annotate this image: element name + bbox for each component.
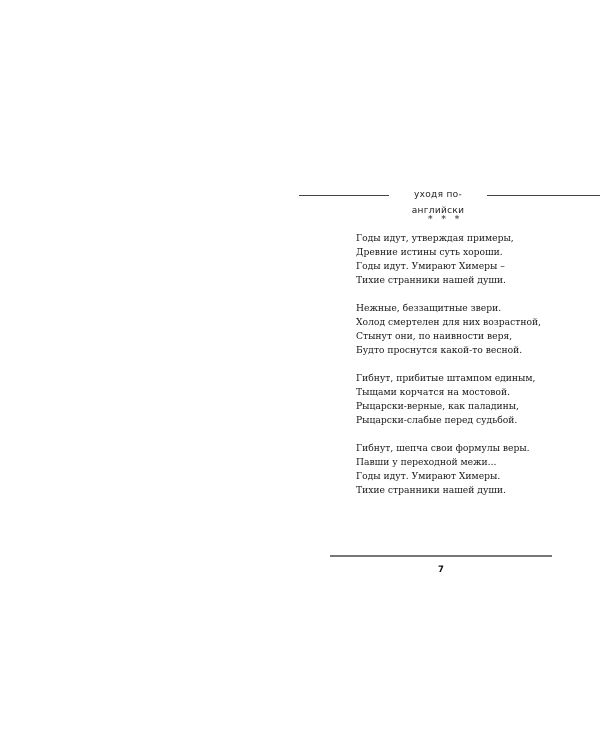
- poem: [356, 232, 541, 512]
- poem-line: Тыщами корчатся на мостовой.: [356, 387, 511, 398]
- poem-line: Древние истины суть хороши.: [356, 247, 503, 258]
- running-head: уходя по-английски: [411, 190, 465, 216]
- poem-line: Стынут они, по наивности веря,: [356, 331, 513, 342]
- poem-line: Тихие странники нашей души.: [356, 485, 506, 496]
- poem-line: Холод смертелен для них возрастной,: [356, 317, 542, 328]
- page-number: 7: [438, 565, 444, 575]
- poem-line: Нежные, беззащитные звери.: [356, 303, 502, 314]
- header-rule-right: [487, 195, 600, 196]
- section-asterism: * * *: [428, 215, 463, 225]
- stanza: [356, 372, 541, 428]
- poem-line: Рыцарски-слабые перед судьбой.: [356, 415, 518, 426]
- header-rule-left: [299, 195, 389, 196]
- poem-line: Павши у переходной межи...: [356, 457, 497, 468]
- poem-line: Рыцарски-верные, как паладины,: [356, 401, 520, 412]
- stanza: [356, 442, 541, 498]
- poem-line: Тихие странники нашей души.: [356, 275, 506, 286]
- poem-line: Гибнут, шепча свои формулы веры.: [356, 443, 530, 454]
- poem-line: Годы идут. Умирают Химеры –: [356, 261, 505, 272]
- poem-line: Годы идут, утверждая примеры,: [356, 233, 514, 244]
- stanza: [356, 302, 541, 358]
- poem-line: Годы идут. Умирают Химеры.: [356, 471, 501, 482]
- poem-line: Гибнут, прибитые штампом единым,: [356, 373, 536, 384]
- stanza: [356, 232, 541, 288]
- footer-rule: [330, 555, 552, 557]
- poem-line: Будто проснутся какой-то весной.: [356, 345, 523, 356]
